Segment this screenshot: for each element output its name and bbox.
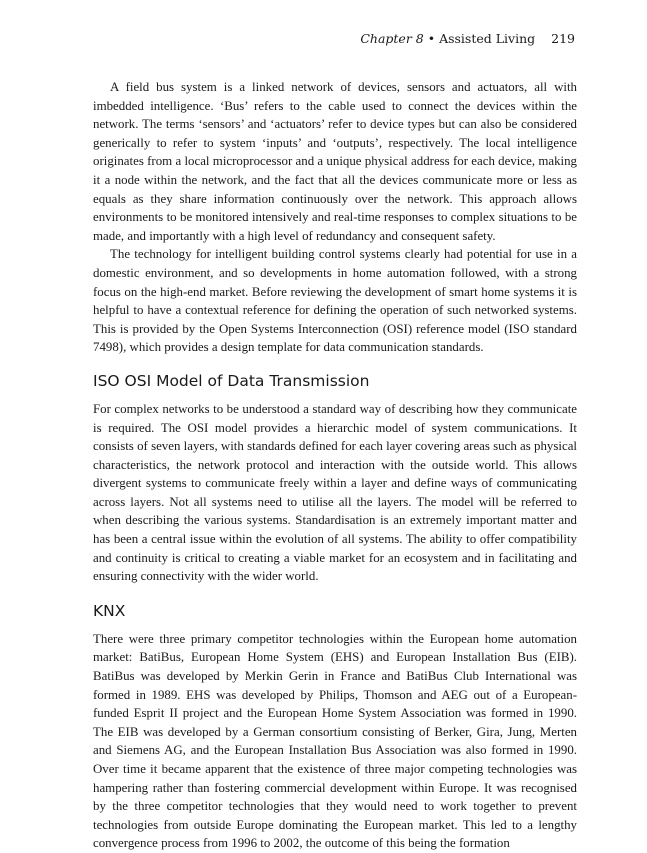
paragraph-knx: There were three primary competitor technologies within the European home automation market: BatiBus, European Home System (EHS) and European Installation Bus (EIB). BatiBus was developed by Merkin Gerin in France and BatiBus Club International was formed in 1989. EHS was developed by Philips, Thomson and AEG out of a European-funded Esprit II project and the European Home System Association was formed in 1990. The EIB was developed by a German consortium consisting of Berker, Gira, Jung, Merten and Siemens AG, and the European Installation Bus Association was also formed in 1990. Over time it became apparent that the existence of three major competing technologies was hampering rather than fostering commercial development within Europe. It was recognised by the three competitor technologies that they would need to work together to prevent technologies from outside Europe dominating the European market. This led to a lengthy convergence process from 1996 to 2002, the outcome of this being the formation — [93, 631, 577, 851]
heading-knx: KNX — [93, 601, 126, 620]
paragraph-home-automation: The technology for intelligent building control systems clearly had potential for use in a domestic environment, and so developments in home automation followed, with a strong focus on the high-end market. Before reviewing the development of smart home systems it is helpful to have a contextual reference for defining the operation of such networked systems. This is provided by the Open Systems Interconnection (OSI) reference model (ISO standard 7498), which provides a design template for data communication standards. — [93, 247, 577, 355]
chapter-label: Chapter 8 — [360, 31, 424, 46]
running-header — [360, 31, 575, 47]
header-bullet: • — [427, 31, 436, 46]
paragraph-field-bus: A field bus system is a linked network of devices, sensors and actuators, all with imbedded intelligence. ‘Bus’ refers to the cable used to connect the devices within the network. The terms ‘sensors’ and ‘actuators’ refer to device types but can also be considered generically to refer to system ‘inputs’ and ‘outputs’, respectively. The local intelligence originates from a local microprocessor and a unique physical address for each device, making it a node within the network, and the fact that all the devices communicate more or less as equals as they share information continuously over the network. This approach allows environments to be monitored intensively and real-time responses to complex situations to be made, and importantly with a high level of redundancy and consequent safety. — [93, 80, 577, 243]
heading-iso-osi: ISO OSI Model of Data Transmission — [93, 371, 370, 390]
paragraph-osi-model: For complex networks to be understood a standard way of describing how they communicate is required. The OSI model provides a hierarchic model of system communications. It consists of seven layers, with standards defined for each layer covering areas such as physical characteristics, the network protocol and interaction with the outside world. This allows divergent systems to communicate freely within a layer and define ways of communicating across layers. Not all systems need to utilise all the layers. The model will be referred to when describing the various systems. Standardisation is an extremely important matter and has been a central issue within the evolution of all systems. The ability to offer compatibility and continuity is critical to creating a viable market for an ecosystem and in facilitating and ensuring connectivity with the wider world. — [93, 401, 577, 584]
page-body — [93, 78, 577, 853]
page-number: 219 — [551, 31, 575, 46]
header-section-title: Assisted Living — [439, 31, 536, 46]
